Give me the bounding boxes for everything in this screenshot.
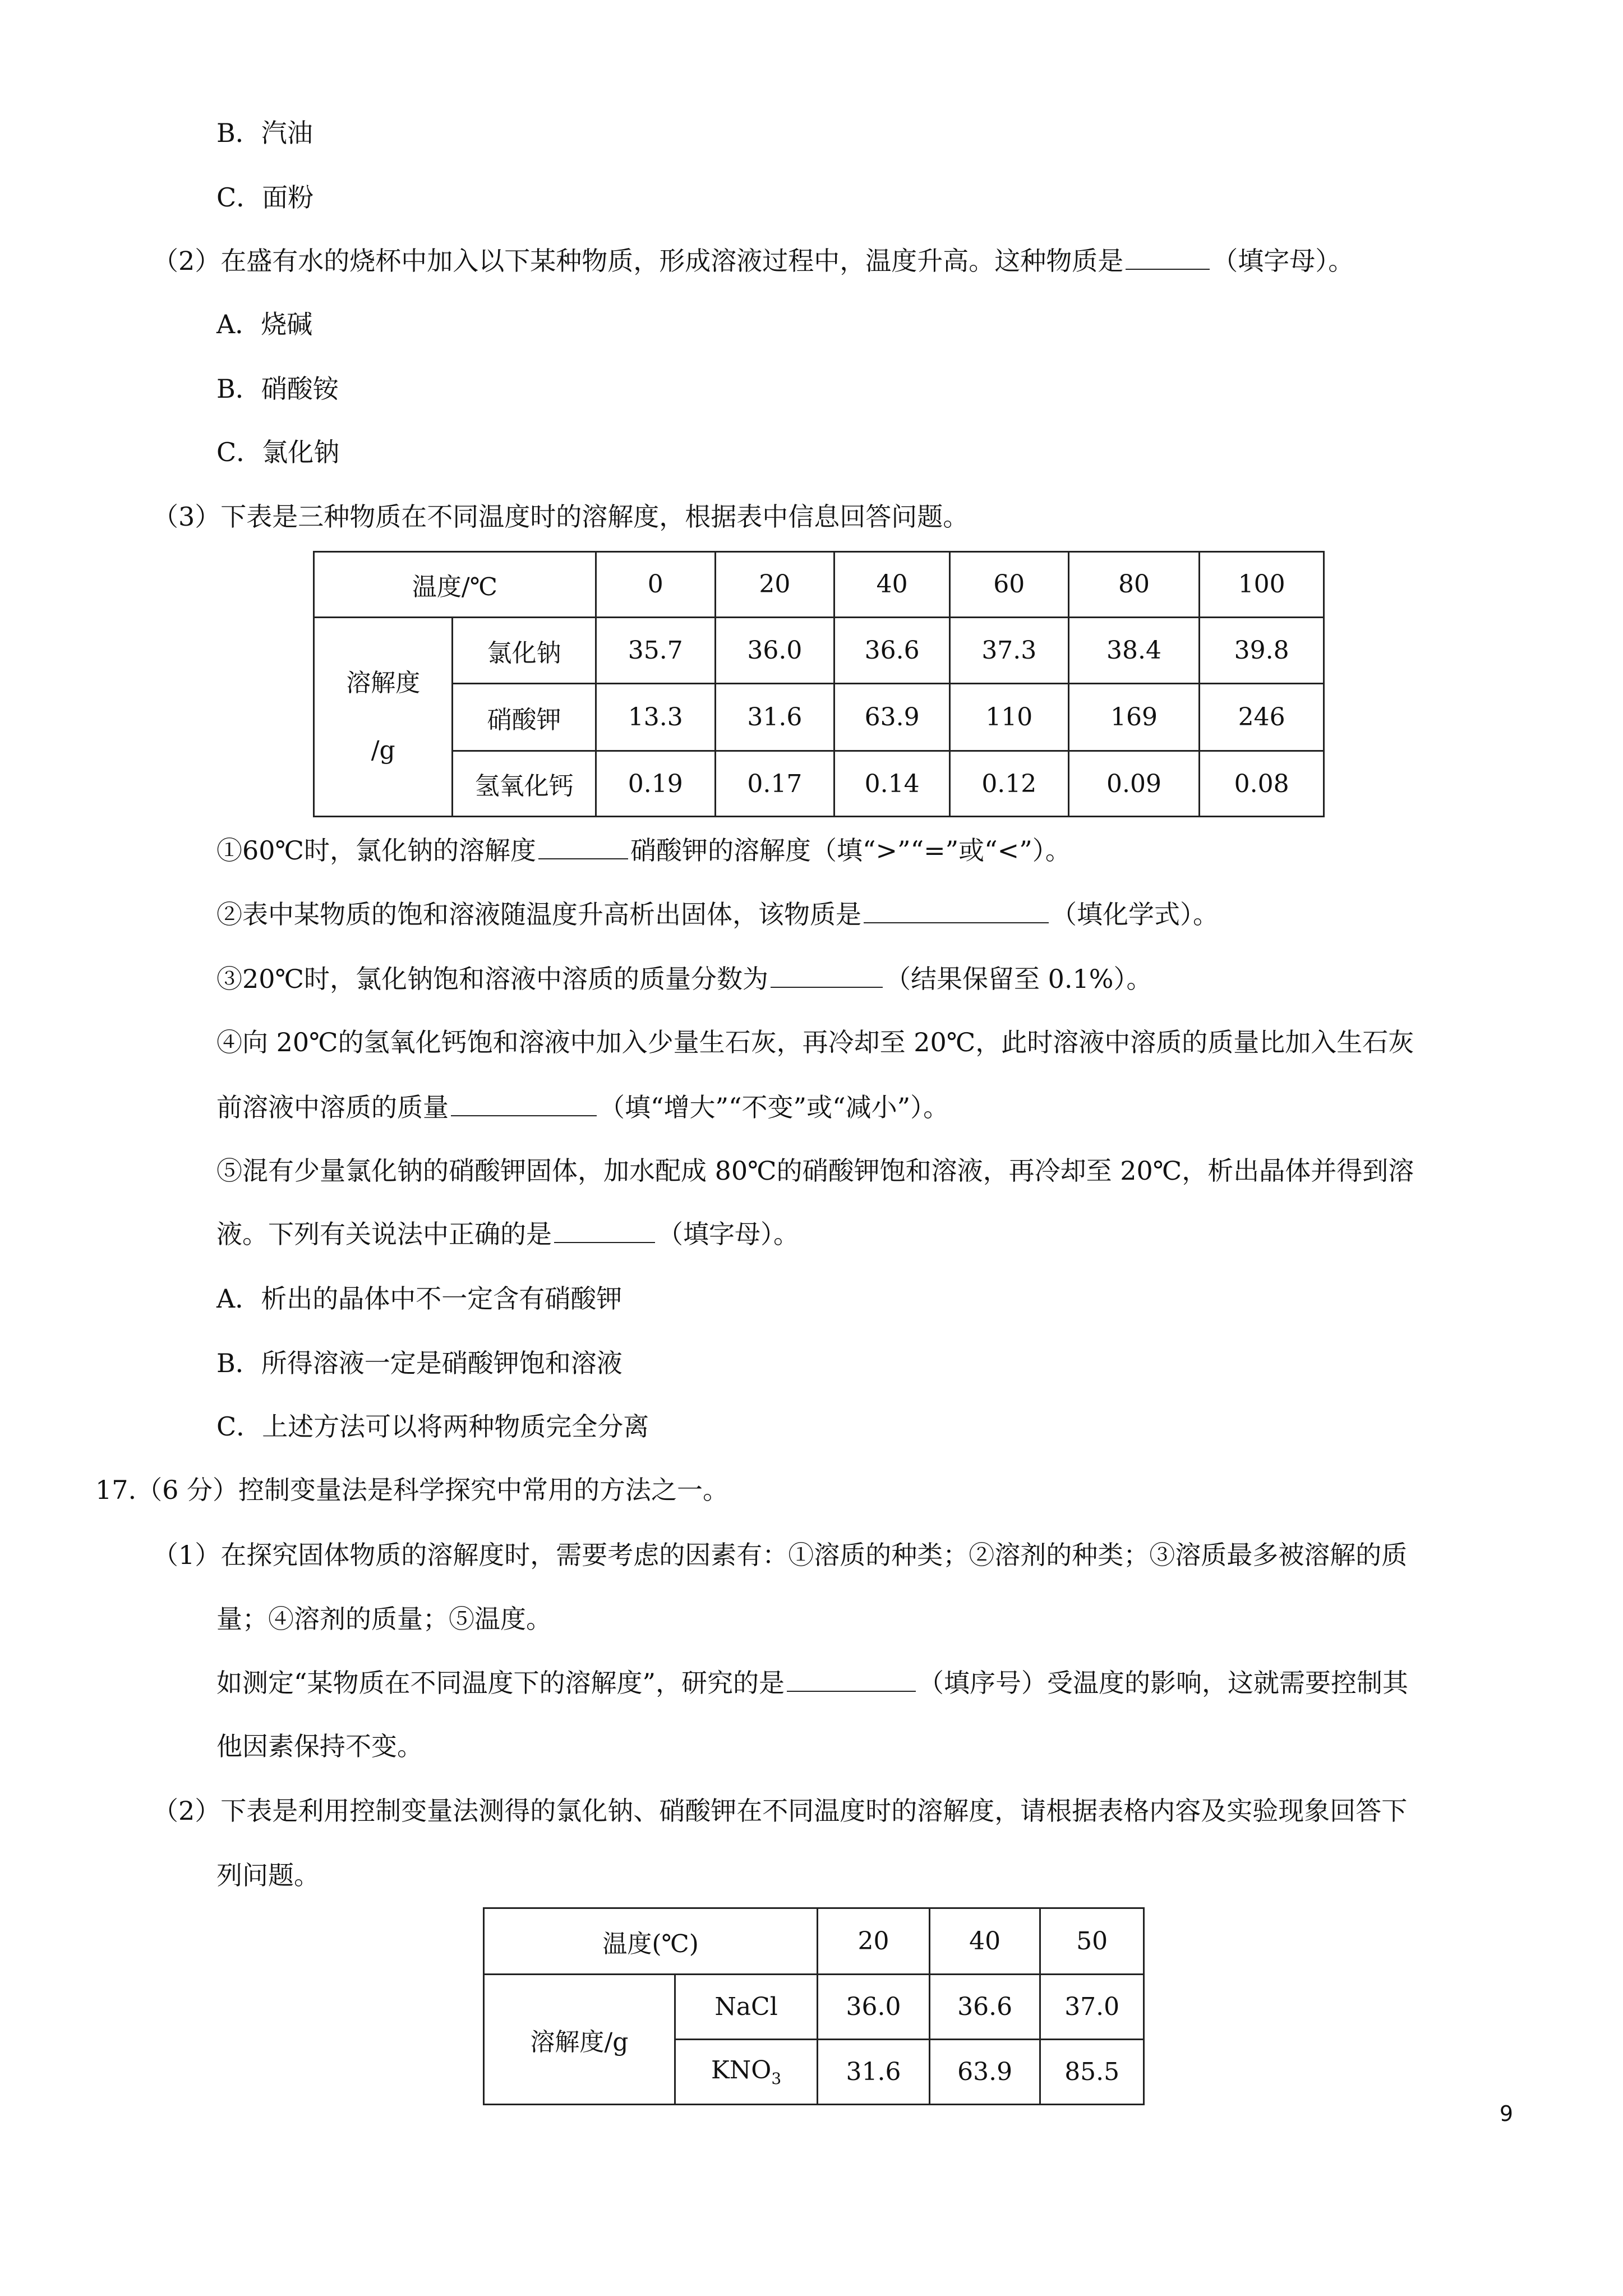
q3-stem: （3）下表是三种物质在不同温度时的溶解度，根据表中信息回答问题。 <box>153 501 969 532</box>
table1-temp: 0 <box>596 552 715 618</box>
q17-p1-text: 如测定“某物质在不同温度下的溶解度”，研究的是 <box>216 1668 785 1698</box>
table1-group-label-line1: 溶解度 <box>346 668 421 697</box>
q3-sub3-blank[interactable] <box>771 964 883 988</box>
q3-sub5-option-c: C．上述方法可以将两种物质完全分离 <box>216 1411 649 1442</box>
q3-sub1-text: ①60℃时，氯化钠的溶解度 <box>216 835 536 866</box>
table2-temp: 50 <box>1040 1908 1144 1975</box>
table1-cell: 246 <box>1200 684 1324 751</box>
q17-p1-line1: （1）在探究固体物质的溶解度时，需要考虑的因素有：①溶质的种类；②溶剂的种类；③溶质最多被溶解的质 <box>153 1540 1408 1570</box>
q17-p1-blank[interactable] <box>787 1668 916 1692</box>
q3-sub5-option-b: B．所得溶液一定是硝酸钾饱和溶液 <box>216 1348 623 1378</box>
q17-p1-line4: 他因素保持不变。 <box>216 1731 423 1761</box>
table2-temp: 40 <box>929 1908 1040 1975</box>
q3-sub4-suffix: （填“增大”“不变”或“减小”）。 <box>599 1092 949 1122</box>
q17-p1-line2: 量；④溶剂的质量；⑤温度。 <box>216 1604 552 1634</box>
table1-row-name: 氢氧化钙 <box>453 751 596 817</box>
table1-row-name: 硝酸钾 <box>453 684 596 751</box>
table2-cell: 36.6 <box>929 1975 1040 2040</box>
table1-cell: 63.9 <box>834 684 950 751</box>
table1-cell: 39.8 <box>1200 617 1324 684</box>
table2-kno3-main: KNO <box>711 2056 772 2085</box>
table1-cell: 0.12 <box>949 751 1068 817</box>
table1-cell: 37.3 <box>949 617 1068 684</box>
q17-p2-line1: （2）下表是利用控制变量法测得的氯化钠、硝酸钾在不同温度时的溶解度，请根据表格内容及实验现象回答下 <box>153 1796 1408 1826</box>
table1-cell: 0.14 <box>834 751 950 817</box>
table1-cell: 36.6 <box>834 617 950 684</box>
table1-row-group-label <box>314 617 453 816</box>
q3-sub5-suffix: （填字母）。 <box>657 1219 799 1249</box>
table1-cell: 169 <box>1068 684 1200 751</box>
q3-sub5-option-a: A．析出的晶体中不一定含有硝酸钾 <box>216 1283 623 1314</box>
table1-cell: 0.08 <box>1200 751 1324 817</box>
table1-cell: 36.0 <box>715 617 834 684</box>
q3-sub4-line1: ④向 20℃的氢氧化钙饱和溶液中加入少量生石灰，再冷却至 20℃，此时溶液中溶质的质量比加入生石灰 <box>216 1027 1414 1057</box>
table1-temp: 40 <box>834 552 950 618</box>
q2-answer-blank[interactable] <box>1126 246 1210 270</box>
q3-sub2-text: ②表中某物质的饱和溶液随温度升高析出固体，该物质是 <box>216 899 861 930</box>
q17-p1-suffix: （填序号）受温度的影响，这就需要控制其 <box>918 1668 1409 1698</box>
q3-sub4-blank[interactable] <box>451 1093 597 1116</box>
q3-sub4-text: 前溶液中溶质的质量 <box>216 1092 449 1122</box>
q2-option-c: C．氯化钠 <box>216 437 340 467</box>
q2-stem-text: （2）在盛有水的烧杯中加入以下某种物质，形成溶液过程中，温度升高。这种物质是 <box>153 246 1124 276</box>
q1-option-b: B．汽油 <box>216 118 313 148</box>
table1-cell: 13.3 <box>596 684 715 751</box>
q3-sub2-blank[interactable] <box>864 900 1049 923</box>
solubility-table-1 <box>313 551 1325 817</box>
table1-cell: 0.19 <box>596 751 715 817</box>
q2-option-a: A．烧碱 <box>216 309 313 339</box>
table1-temp: 80 <box>1068 552 1200 618</box>
q17-p2-line2: 列问题。 <box>216 1860 320 1890</box>
q3-sub1-suffix: 硝酸钾的溶解度（填“>”“=”或“<”）。 <box>630 835 1071 866</box>
table2-temp: 20 <box>818 1908 930 1975</box>
q3-sub3-text: ③20℃时，氯化钠饱和溶液中溶质的质量分数为 <box>216 964 768 994</box>
table1-cell: 35.7 <box>596 617 715 684</box>
table1-temp: 100 <box>1200 552 1324 618</box>
table1-temp: 20 <box>715 552 834 618</box>
q3-sub3 <box>216 962 1152 996</box>
q3-sub2-suffix: （填化学式）。 <box>1051 899 1219 930</box>
q2-stem <box>153 244 1354 278</box>
q2-stem-suffix: （填字母）。 <box>1212 246 1354 276</box>
q17-stem: 17.（6 分）控制变量法是科学探究中常用的方法之一。 <box>95 1475 729 1505</box>
table2-cell: 63.9 <box>929 2040 1040 2105</box>
table2-cell: 85.5 <box>1040 2040 1144 2105</box>
table1-group-label-line2: /g <box>371 735 395 765</box>
table1-cell: 0.09 <box>1068 751 1200 817</box>
table1-cell: 31.6 <box>715 684 834 751</box>
q3-sub5-text: 液。下列有关说法中正确的是 <box>216 1219 552 1249</box>
solubility-table-2 <box>483 1907 1145 2105</box>
table2-kno3-subscript: 3 <box>771 2069 782 2088</box>
table2-cell: 31.6 <box>818 2040 930 2105</box>
q3-sub1-blank[interactable] <box>538 836 628 859</box>
table1-row-name: 氯化钠 <box>453 617 596 684</box>
table1-temp: 60 <box>949 552 1068 618</box>
q3-sub2 <box>216 898 1219 931</box>
table2-row-name: NaCl <box>675 1975 817 2040</box>
table2-cell: 36.0 <box>818 1975 930 2040</box>
q3-sub5-blank[interactable] <box>554 1220 655 1243</box>
q2-option-b: B．硝酸铵 <box>216 374 339 404</box>
table1-cell: 38.4 <box>1068 617 1200 684</box>
table1-cell: 0.17 <box>715 751 834 817</box>
q3-sub5-line2 <box>216 1217 799 1251</box>
page-number: 9 <box>1499 2101 1513 2126</box>
q1-option-c: C．面粉 <box>216 182 314 213</box>
table1-cell: 110 <box>949 684 1068 751</box>
q3-sub3-suffix: （结果保留至 0.1%）。 <box>885 964 1152 994</box>
table2-row-group-label: 溶解度/g <box>484 1975 675 2105</box>
table1-temp-header: 温度/℃ <box>314 552 596 618</box>
table2-row-name <box>675 2040 817 2105</box>
table2-cell: 37.0 <box>1040 1975 1144 2040</box>
q3-sub1 <box>216 834 1071 867</box>
q3-sub5-line1: ⑤混有少量氯化钠的硝酸钾固体，加水配成 80℃的硝酸钾饱和溶液，再冷却至 20℃，析出晶体并得到溶 <box>216 1156 1414 1186</box>
q17-p1-line3 <box>216 1666 1408 1700</box>
q3-sub4-line2 <box>216 1091 949 1124</box>
table2-temp-header: 温度(℃) <box>484 1908 818 1975</box>
